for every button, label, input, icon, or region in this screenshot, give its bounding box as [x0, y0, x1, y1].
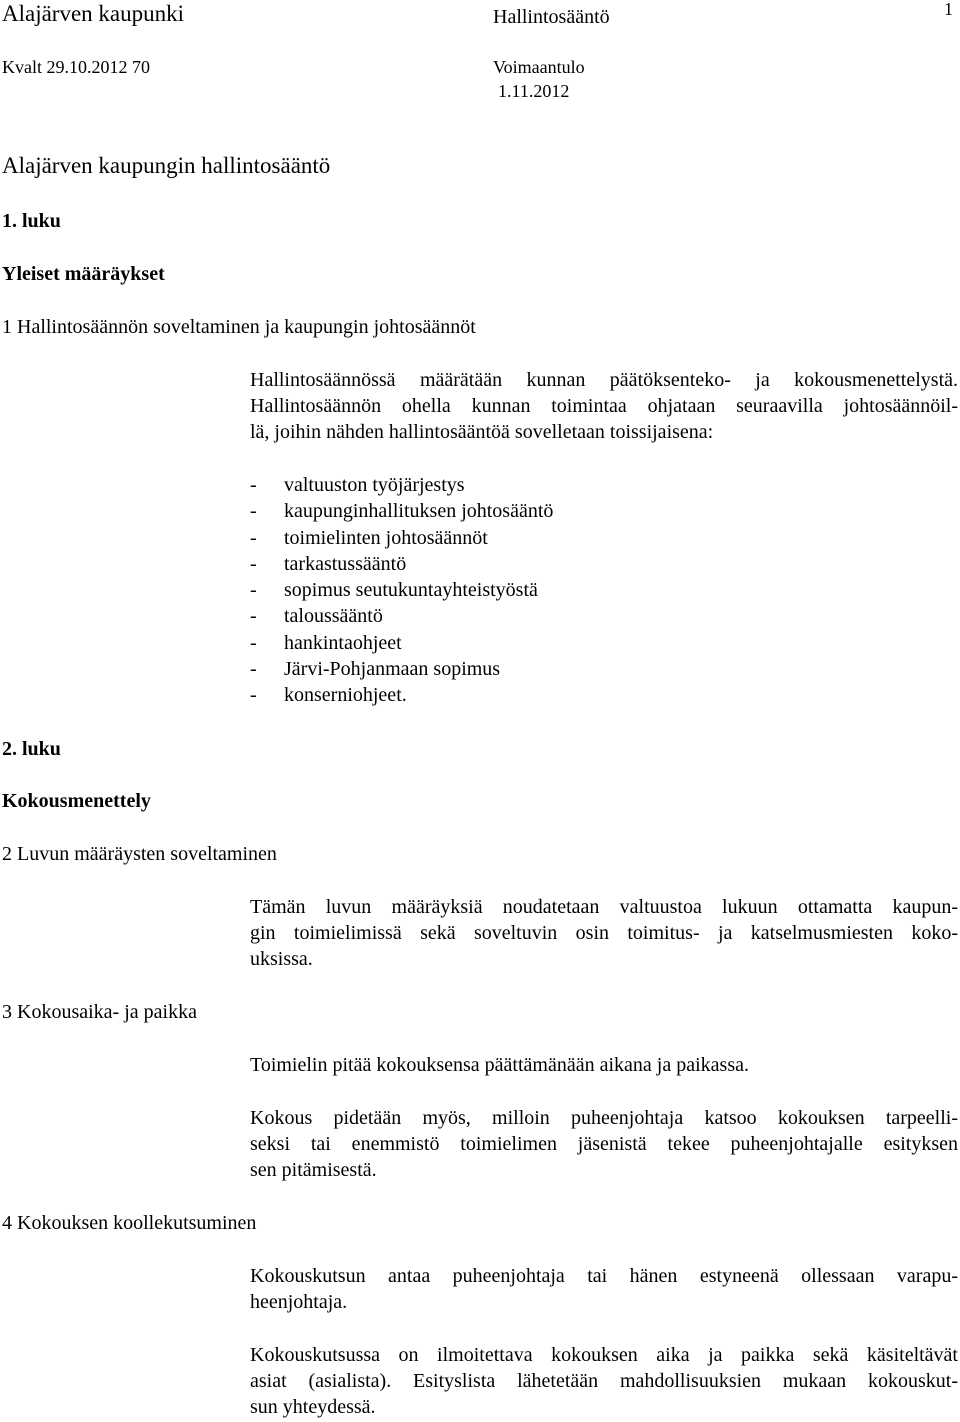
section1-intro [250, 367, 958, 445]
section2-line-1: Tämän luvun määräyksiä noudatetaan valtuustoa lukuun ottamatta kaupun- [250, 896, 958, 918]
section3-para2 [250, 1105, 958, 1183]
section4-para2-line-1: Kokouskutsussa on ilmoitettava kokouksen aika ja paikka sekä käsiteltävät [250, 1344, 958, 1366]
chapter2-heading: Kokousmenettely [2, 790, 151, 812]
header-approval: Kvalt 29.10.2012 70 [2, 57, 150, 77]
list-item: - toimielinten johtosäännöt [250, 526, 488, 549]
section3-para1-line-1: Toimielin pitää kokouksensa päättämänään aikana ja paikassa. [250, 1054, 749, 1076]
rules-list [250, 472, 553, 709]
section4-para2 [250, 1342, 958, 1420]
list-item: - Järvi-Pohjanmaan sopimus [250, 658, 501, 681]
section1-heading: 1 Hallintosäännön soveltaminen ja kaupungin johtosäännöt [2, 316, 476, 338]
chapter1-number: 1. luku [2, 210, 61, 232]
list-item: - hankintaohjeet [250, 631, 402, 654]
section4-para1-line-1: Kokouskutsun antaa puheenjohtaja tai hänen estyneenä ollessaan varapu- [250, 1265, 958, 1287]
section3-para2-line-3: sen pitämisestä. [250, 1159, 377, 1181]
section4-para2-line-2: asiat (asialista). Esityslista lähetetään mahdollisuuksien mukaan kokouskut- [250, 1370, 958, 1392]
section4-para2-line-3: sun yhteydessä. [250, 1396, 376, 1418]
document-title: Alajärven kaupungin hallintosääntö [2, 153, 331, 178]
section3-para1 [250, 1052, 958, 1078]
section2-text [250, 894, 958, 972]
section1-line-3: lä, joihin nähden hallintosääntöä sovelletaan toissijaisena: [250, 421, 714, 443]
section3-heading: 3 Kokousaika- ja paikka [2, 1001, 197, 1023]
header-org: Alajärven kaupunki [2, 1, 185, 26]
header-effective-label: Voimaantulo [493, 57, 585, 77]
list-item: - tarkastussääntö [250, 552, 407, 575]
chapter1-heading: Yleiset määräykset [2, 263, 165, 285]
section4-para1 [250, 1263, 958, 1315]
chapter2-number: 2. luku [2, 738, 61, 760]
section4-para1-line-2: heenjohtaja. [250, 1291, 348, 1313]
list-item: - konserniohjeet. [250, 684, 407, 707]
header-doc-type: Hallintosääntö [493, 6, 610, 28]
list-item: - kaupunginhallituksen johtosääntö [250, 500, 554, 523]
section3-para2-line-1: Kokous pidetään myös, milloin puheenjohtaja katsoo kokouksen tarpeelli- [250, 1107, 958, 1129]
section1-line-2: Hallintosäännön ohella kunnan toimintaa ohjataan seuraavilla johtosäännöil- [250, 395, 958, 417]
section1-line-1: Hallintosäännössä määrätään kunnan päätöksenteko- ja kokousmenettelystä. [250, 369, 958, 391]
list-item: - taloussääntö [250, 605, 383, 628]
section3-para2-line-2: seksi tai enemmistö toimielimen jäsenistä tekee puheenjohtajalle esityksen [250, 1133, 958, 1155]
page-number: 1 [944, 0, 953, 19]
list-item: - sopimus seutukuntayhteistyöstä [250, 579, 538, 602]
section2-line-3: uksissa. [250, 948, 313, 970]
header-effective-date: 1.11.2012 [498, 81, 570, 101]
section4-heading: 4 Kokouksen koollekutsuminen [2, 1212, 257, 1234]
section2-heading: 2 Luvun määräysten soveltaminen [2, 843, 277, 865]
list-item: - valtuuston työjärjestys [250, 474, 465, 496]
section2-line-2: gin toimielimissä sekä soveltuvin osin toimitus- ja katselmusmiesten koko- [250, 922, 958, 944]
